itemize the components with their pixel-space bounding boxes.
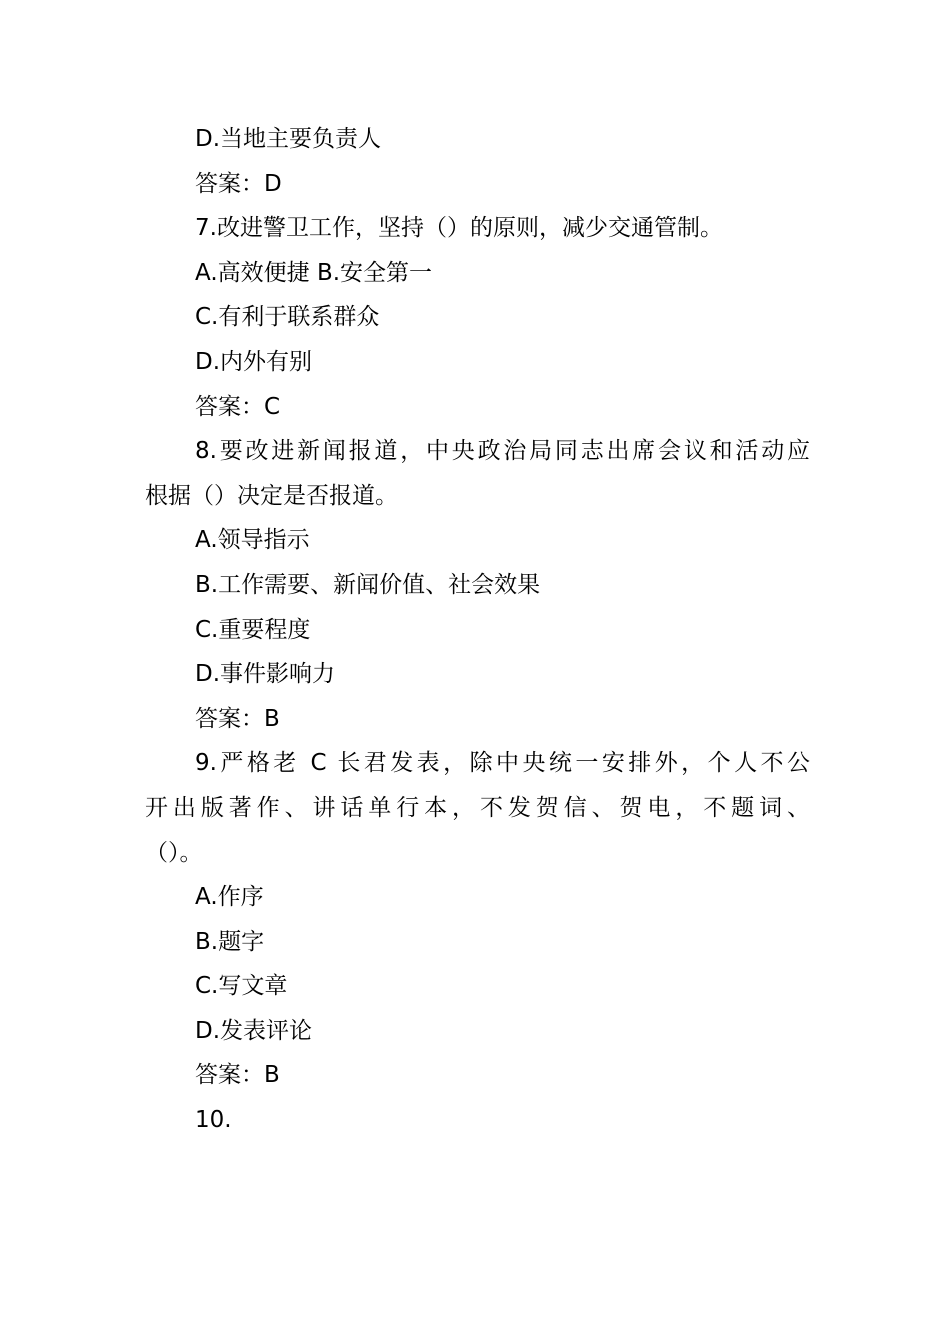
- text-line: B.题字: [195, 928, 265, 955]
- text-line: 答案：B: [195, 705, 280, 732]
- text-line: C.重要程度: [195, 616, 311, 643]
- text-line: B.工作需要、新闻价值、社会效果: [195, 571, 541, 598]
- text-line: C.有利于联系群众: [195, 304, 380, 331]
- document-body: [145, 117, 810, 1143]
- text-line: D.内外有别: [195, 348, 313, 375]
- text-line: D.发表评论: [195, 1017, 313, 1044]
- text-line: 7.改进警卫工作，坚持（）的原则，减少交通管制。: [195, 215, 723, 242]
- text-line: （）。: [145, 839, 203, 866]
- text-line: 9.严格老 C 长君发表，除中央统一安排外，个人不公: [195, 750, 810, 777]
- text-line: C.写文章: [195, 973, 288, 1000]
- text-line: A.高效便捷 B.安全第一: [195, 259, 433, 286]
- text-line: 答案：D: [195, 170, 282, 197]
- text-line: A.作序: [195, 884, 264, 911]
- text-line: 答案：C: [195, 393, 281, 420]
- text-line: 8.要改进新闻报道，中央政治局同志出席会议和活动应: [195, 438, 810, 465]
- text-line: 10.: [195, 1107, 232, 1134]
- text-line: D.事件影响力: [195, 661, 336, 688]
- text-line: 答案：B: [195, 1062, 280, 1089]
- text-line: 根据（）决定是否报道。: [145, 482, 398, 509]
- text-line: A.领导指示: [195, 527, 310, 554]
- text-line: 开出版著作、讲话单行本，不发贺信、贺电，不题词、: [145, 794, 810, 821]
- text-line: D.当地主要负责人: [195, 126, 382, 152]
